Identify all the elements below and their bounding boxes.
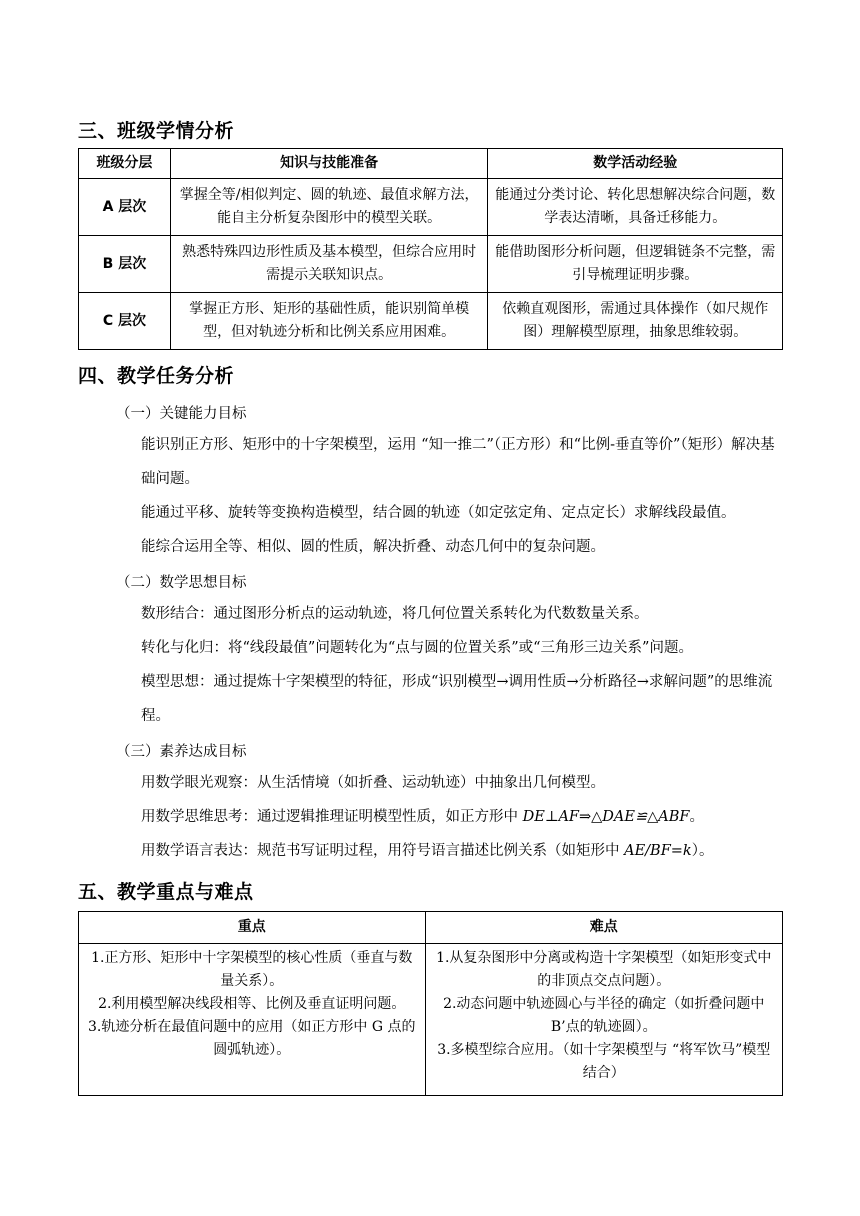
text-span: 用数学语言表达：规范书写证明过程，用符号语言描述比例关系（如矩形中 [141, 843, 625, 859]
paragraph: 用数学眼光观察：从生活情境（如折叠、运动轨迹）中抽象出几何模型。 [141, 775, 605, 791]
key-points-cell [79, 944, 426, 1096]
difficulties-cell [425, 944, 783, 1096]
level-cell: A 层次 [79, 179, 171, 236]
paragraph: 能通过平移、旋转等变换构造模型，结合圆的轨迹（如定弦定角、定点定长）求解线段最值。 [141, 505, 736, 521]
knowledge-cell: 掌握正方形、矩形的基础性质，能识别简单模型，但对轨迹分析和比例关系应用困难。 [170, 293, 488, 350]
math-expression: DE⊥AF⇒△DAE≌△ABF [522, 809, 690, 825]
header-level: 班级分层 [79, 149, 171, 179]
subsection-title: （一）关键能力目标 [116, 406, 247, 422]
key-point-item: 2.利用模型解决线段相等、比例及垂直证明问题。 [98, 996, 406, 1012]
paragraph: 转化与化归：将“线段最值”问题转化为“点与圆的位置关系”或“三角形三边关系”问题。 [141, 640, 693, 656]
key-point-item: 1.正方形、矩形中十字架模型的核心性质（垂直与数量关系）。 [91, 950, 413, 989]
paragraph [141, 834, 786, 868]
paragraph [141, 800, 786, 834]
level-cell: C 层次 [79, 293, 171, 350]
header-experience: 数学活动经验 [488, 149, 783, 179]
subsection-title: （三）素养达成目标 [116, 744, 247, 760]
table-header-row [79, 149, 783, 179]
text-span: 。 [689, 809, 704, 825]
subsection-title: （二）数学思想目标 [116, 575, 247, 591]
section3-heading: 三、班级学情分析 [78, 120, 235, 142]
experience-cell: 依赖直观图形，需通过具体操作（如尺规作图）理解模型原理，抽象思维较弱。 [488, 293, 783, 350]
key-difficulty-table [78, 911, 783, 1096]
math-expression: AE/BF=k [624, 843, 692, 859]
key-point-item: 3.轨迹分析在最值问题中的应用（如正方形中 G 点的圆弧轨迹）。 [88, 1019, 416, 1058]
paragraph: 能识别正方形、矩形中的十字架模型，运用 “知一推二”（正方形）和“比例-垂直等价”（矩形）解决基础问题。 [141, 437, 775, 487]
level-cell: B 层次 [79, 236, 171, 293]
table-row [79, 236, 783, 293]
header-knowledge: 知识与技能准备 [170, 149, 488, 179]
section4-heading: 四、教学任务分析 [78, 365, 235, 387]
experience-cell: 能借助图形分析问题，但逻辑链条不完整，需引导梳理证明步骤。 [488, 236, 783, 293]
experience-cell: 能通过分类讨论、转化思想解决综合问题，数学表达清晰，具备迁移能力。 [488, 179, 783, 236]
difficulty-item: 3.多模型综合应用。（如十字架模型与 “将军饮马”模型结合） [437, 1042, 771, 1081]
section5-heading: 五、教学重点与难点 [78, 881, 254, 903]
table-row [79, 293, 783, 350]
table-header-row [79, 912, 783, 944]
class-analysis-table [78, 148, 783, 350]
text-span: ）。 [691, 843, 714, 859]
paragraph: 能综合运用全等、相似、圆的性质，解决折叠、动态几何中的复杂问题。 [141, 539, 605, 555]
header-difficulties: 难点 [425, 912, 783, 944]
paragraph: 模型思想：通过提炼十字架模型的特征，形成“识别模型→调用性质→分析路径→求解问题”的思维流程。 [141, 674, 773, 724]
text-span: 用数学思维思考：通过逻辑推理证明模型性质，如正方形中 [141, 809, 523, 825]
knowledge-cell: 掌握全等/相似判定、圆的轨迹、最值求解方法，能自主分析复杂图形中的模型关联。 [170, 179, 488, 236]
table-row [79, 179, 783, 236]
knowledge-cell: 熟悉特殊四边形性质及基本模型，但综合应用时需提示关联知识点。 [170, 236, 488, 293]
header-key-points: 重点 [79, 912, 426, 944]
difficulty-item: 1.从复杂图形中分离或构造十字架模型（如矩形变式中的非顶点交点问题）。 [436, 950, 772, 989]
paragraph: 数形结合：通过图形分析点的运动轨迹，将几何位置关系转化为代数数量关系。 [141, 606, 649, 622]
difficulty-item: 2.动态问题中轨迹圆心与半径的确定（如折叠问题中 B’点的轨迹圆）。 [443, 996, 765, 1035]
table-row [79, 944, 783, 1096]
